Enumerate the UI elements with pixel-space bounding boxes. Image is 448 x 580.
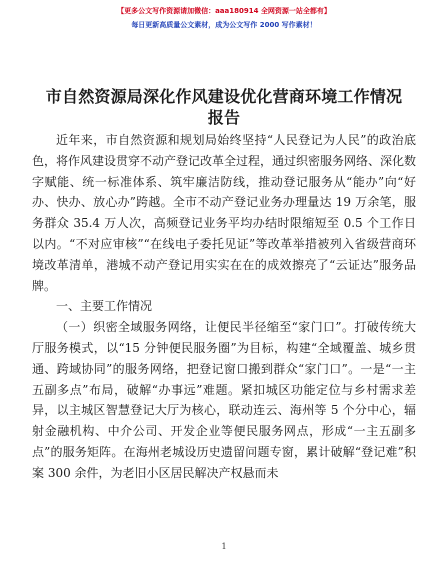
section-paragraph: （一）织密全域服务网络，让便民半径缩至“家门口”。打破传统大厅服务模式，以“15 分钟便民服务圈”为目标，构建“全域覆盖、城乡贯通、跨域协同”的服务网络，把登记窗口搬到群众“家门口”。一是“一主五副多点”布局，破解“办事远”难题。紧扣城区功能定位与乡村需求差异，以主城区智慧登记大厅为核心，联动连云、海州等 5 个分中心，辐射金融机构、中介公司、开发企业等便民服务网点，形成“一主五副多点”的服务矩阵。在海州老城设历史遗留问题专窗，累计破解“登记难”积案 300 余件，为老旧小区居民解决产权悬而未: [32, 320, 416, 480]
intro-paragraph: 近年来，市自然资源和规划局始终坚持“人民登记为人民”的政治底色，将作风建设贯穿不动产登记改革全过程，通过织密服务网络、深化数字赋能、统一标准体系、筑牢廉洁防线，推动登记服务从“能办”向“好办、快办、放心办”跨越。全市不动产登记业务办理量达 19 万余笔，服务群众 35.4 万人次，高频登记业务平均办结时限缩短至 0.5 个工作日以内。“不对应审核”“在线电子委托见证”等改革举措被列入省级营商环境改革清单，港城不动产登记用实实在在的成效擦亮了“云证达”服务品牌。: [32, 133, 417, 293]
header-banner: [0, 6, 448, 30]
document-body: [32, 130, 416, 484]
banner-line-1: 【更多公文写作资源请加微信：aaa180914 全网资源一站全都有】: [117, 7, 331, 15]
page-number: 1: [221, 542, 227, 551]
section-heading: 一、主要工作情况: [56, 299, 153, 314]
document-title: 市自然资源局深化作风建设优化营商环境工作情况报告: [45, 87, 403, 127]
banner-line-2: 每日更新高质量公文素材，成为公文写作 2000 写作素材！: [131, 21, 317, 29]
